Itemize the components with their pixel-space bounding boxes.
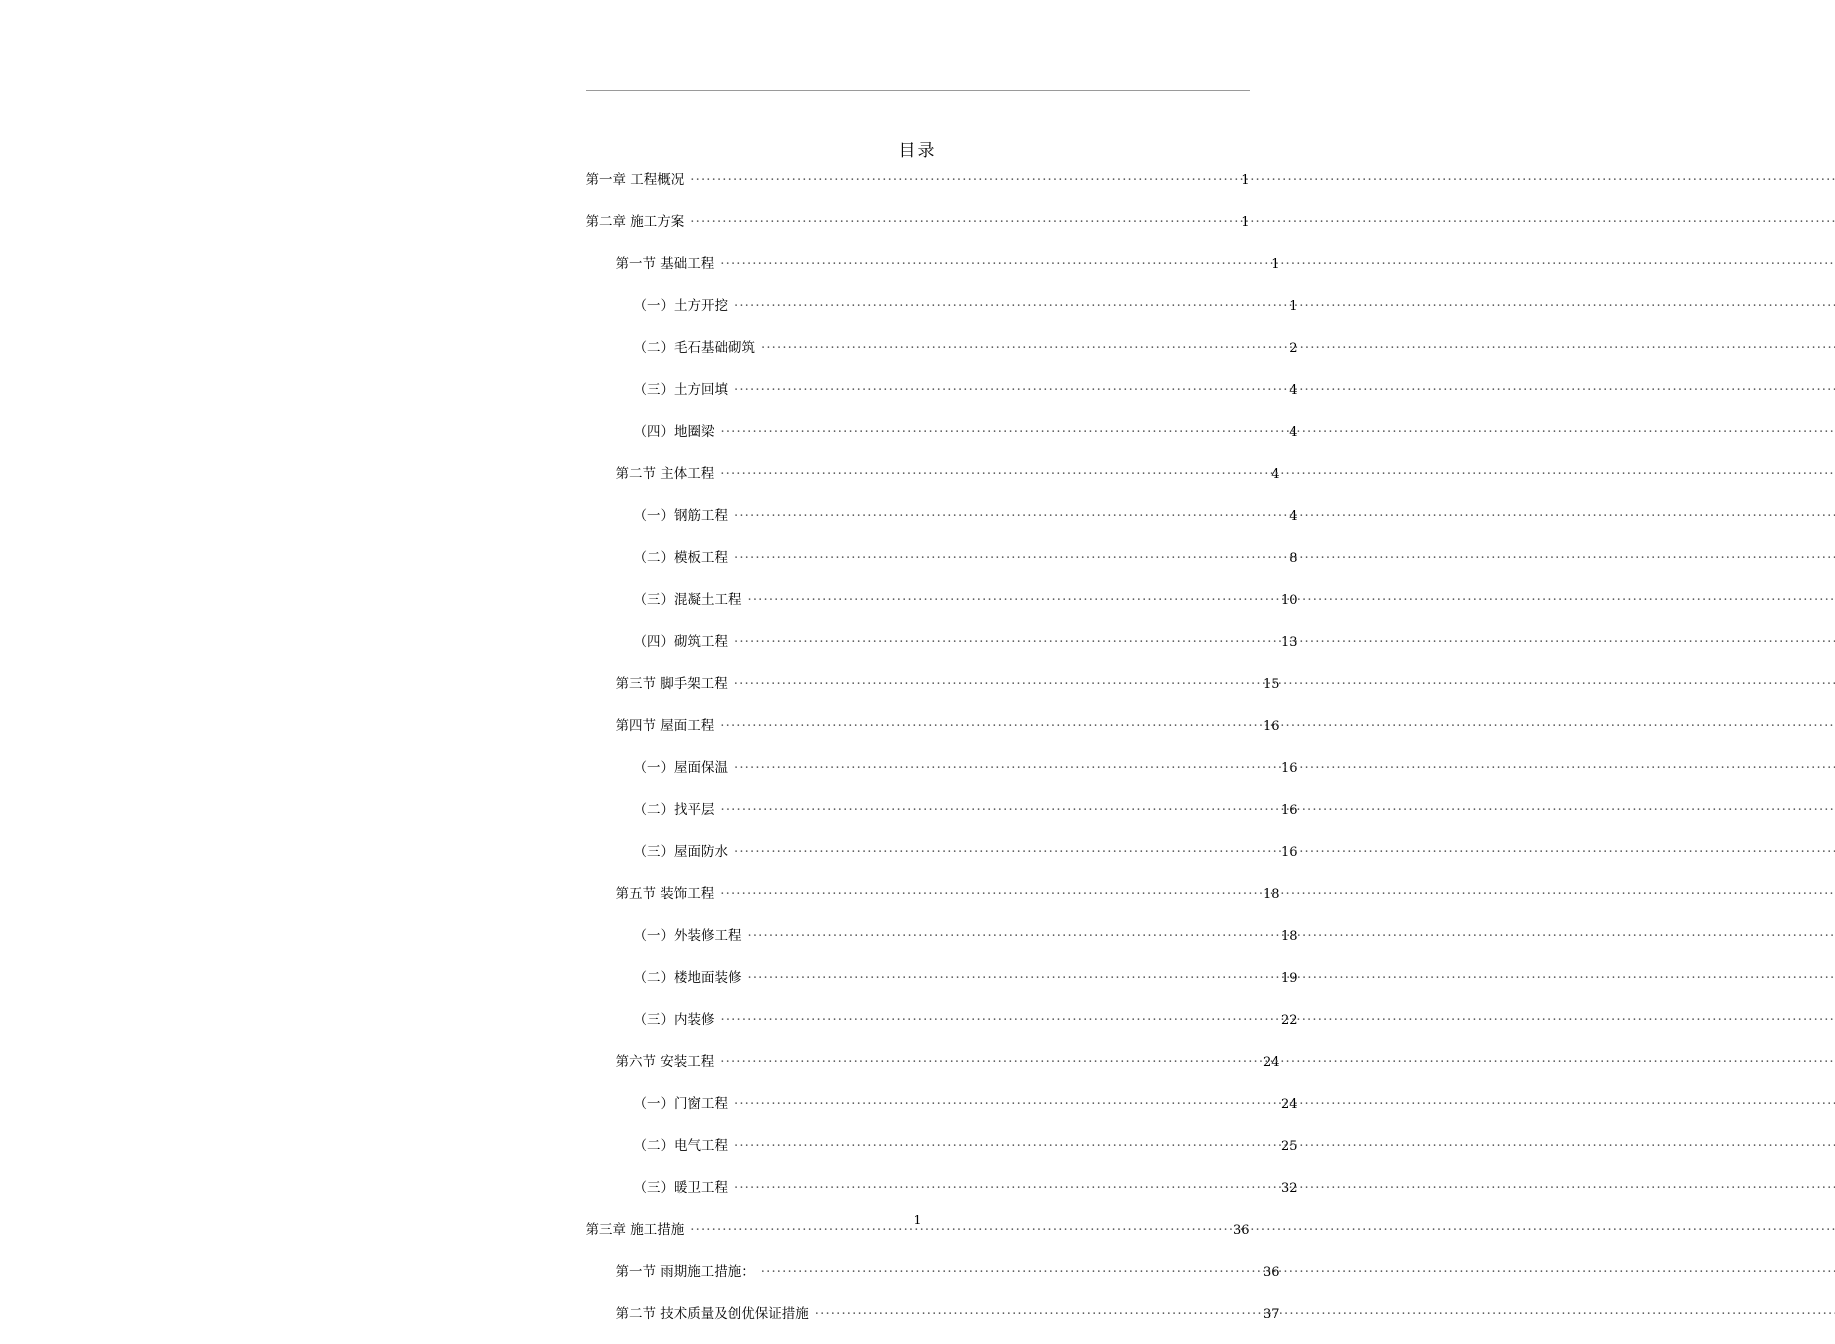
toc-entry-label: （四）砌筑工程 [633,634,728,650]
toc-entry-label: 第三章 施工措施 [585,1222,685,1238]
toc-entry[interactable] [586,924,1298,966]
toc-entry-label: （一）外装修工程 [633,928,742,944]
toc-entry-page: 19 [1280,971,1298,986]
toc-entry[interactable] [586,546,1298,588]
toc-entry-page: 24 [1262,1055,1280,1070]
toc-entry-page: 16 [1262,719,1280,734]
toc-entry-page: 1 [1241,173,1250,188]
toc-leader-dots [734,1095,1274,1109]
toc-entry-label: （二）找平层 [633,802,715,818]
toc-entry-label: 第一节 基础工程 [615,256,715,272]
toc-leader-dots [720,255,1255,269]
toc-entry-label: 第一节 雨期施工措施： [615,1264,755,1280]
toc-leader-dots [734,1179,1274,1193]
toc-entry-page: 13 [1280,635,1298,650]
header-divider [586,90,1250,91]
toc-leader-dots [734,1137,1274,1151]
toc-entry-page: 36 [1262,1265,1280,1280]
toc-entry[interactable] [586,1050,1280,1092]
toc-entry[interactable] [586,714,1280,756]
toc-entry-label: （一）土方开挖 [633,298,728,314]
toc-entry-label: 第四节 屋面工程 [615,718,715,734]
toc-entry[interactable] [586,336,1298,378]
toc-entry-page: 24 [1280,1097,1298,1112]
toc-entry-page: 18 [1280,929,1298,944]
toc-leader-dots [721,423,1274,437]
toc-leader-dots [734,549,1274,563]
toc-entry[interactable] [586,168,1250,210]
toc-leader-dots [720,885,1255,899]
toc-entry-label: （二）毛石基础砌筑 [633,340,755,356]
toc-entry[interactable] [586,1092,1298,1134]
toc-entry[interactable] [586,378,1298,420]
toc-entry-page: 16 [1280,845,1298,860]
toc-leader-dots [748,969,1274,983]
toc-leader-dots [734,843,1274,857]
toc-entry-label: 第二节 技术质量及创优保证措施 [615,1306,809,1322]
toc-entry-label: 第五节 装饰工程 [615,886,715,902]
toc-entry-label: （三）屋面防水 [633,844,728,860]
toc-entry[interactable] [586,252,1280,294]
toc-leader-dots [720,1053,1255,1067]
toc-entry-page: 8 [1289,551,1298,566]
toc-entry-label: （四）地圈梁 [633,424,715,440]
toc-entry[interactable] [586,966,1298,1008]
toc-entry-label: （三）内装修 [633,1012,715,1028]
toc-entry-page: 16 [1280,761,1298,776]
toc-entry-page: 4 [1271,467,1280,482]
toc-entry-page: 18 [1262,887,1280,902]
toc-entry-page: 1 [1289,299,1298,314]
toc-entry[interactable] [586,420,1298,462]
toc-entry-page: 16 [1280,803,1298,818]
toc-entry[interactable] [586,1134,1298,1176]
toc-leader-dots [690,213,1225,227]
toc-entry-page: 10 [1280,593,1298,608]
toc-entry-page: 25 [1280,1139,1298,1154]
toc-entry[interactable] [586,798,1298,840]
toc-leader-dots [734,507,1274,521]
toc-leader-dots [734,759,1274,773]
toc-entry[interactable] [586,1008,1298,1050]
toc-entry-label: （二）模板工程 [633,550,728,566]
toc-leader-dots [761,339,1274,353]
toc-entry[interactable] [586,588,1298,630]
toc-entry-label: （三）土方回填 [633,382,728,398]
toc-entry-label: （一）钢筋工程 [633,508,728,524]
toc-leader-dots [761,1263,1256,1277]
toc-leader-dots [748,591,1274,605]
toc-entry[interactable] [586,756,1298,798]
toc-entry-label: （三）暖卫工程 [633,1180,728,1196]
toc-entry-page: 2 [1289,341,1298,356]
toc-leader-dots [748,927,1274,941]
toc-entry-page: 1 [1241,215,1250,230]
toc-entry-page: 4 [1289,425,1298,440]
toc-entry-page: 36 [1232,1223,1250,1238]
toc-leader-dots [721,801,1274,815]
toc-entry-label: 第一章 工程概况 [585,172,685,188]
toc-entry-label: 第二章 施工方案 [585,214,685,230]
toc-entry-page: 15 [1262,677,1280,692]
toc-entry-label: （一）屋面保温 [633,760,728,776]
footer-page-number: 1 [913,1212,922,1227]
table-of-contents [585,168,1298,1344]
toc-leader-dots [720,465,1255,479]
toc-entry[interactable] [586,882,1280,924]
toc-entry[interactable] [586,462,1280,504]
toc-entry[interactable] [586,1302,1280,1344]
toc-entry[interactable] [586,294,1298,336]
toc-entry-label: 第六节 安装工程 [615,1054,715,1070]
toc-entry-page: 4 [1289,383,1298,398]
toc-entry-page: 37 [1262,1307,1280,1322]
toc-entry-label: （三）混凝土工程 [633,592,742,608]
toc-entry[interactable] [586,840,1298,882]
toc-entry-label: （一）门窗工程 [633,1096,728,1112]
toc-leader-dots [734,675,1256,689]
toc-entry-label: 第三节 脚手架工程 [615,676,728,692]
toc-entry-page: 4 [1289,509,1298,524]
toc-entry-page: 22 [1280,1013,1298,1028]
toc-leader-dots [734,633,1274,647]
toc-entry[interactable] [586,504,1298,546]
toc-entry-page: 32 [1280,1181,1298,1196]
document-page [458,0,1378,1322]
toc-entry-label: （二）电气工程 [633,1138,728,1154]
toc-leader-dots [734,381,1274,395]
toc-leader-dots [690,171,1225,185]
toc-entry[interactable] [586,1260,1280,1302]
toc-entry-label: （二）楼地面装修 [633,970,742,986]
toc-entry[interactable] [586,672,1280,714]
toc-entry[interactable] [586,210,1250,252]
toc-entry-label: 第二节 主体工程 [615,466,715,482]
toc-entry-page: 1 [1271,257,1280,272]
toc-leader-dots [734,297,1274,311]
page-title: 目录 [898,141,937,161]
toc-leader-dots [721,1011,1274,1025]
toc-leader-dots [720,717,1255,731]
toc-entry[interactable] [586,630,1298,672]
toc-leader-dots [815,1305,1256,1319]
